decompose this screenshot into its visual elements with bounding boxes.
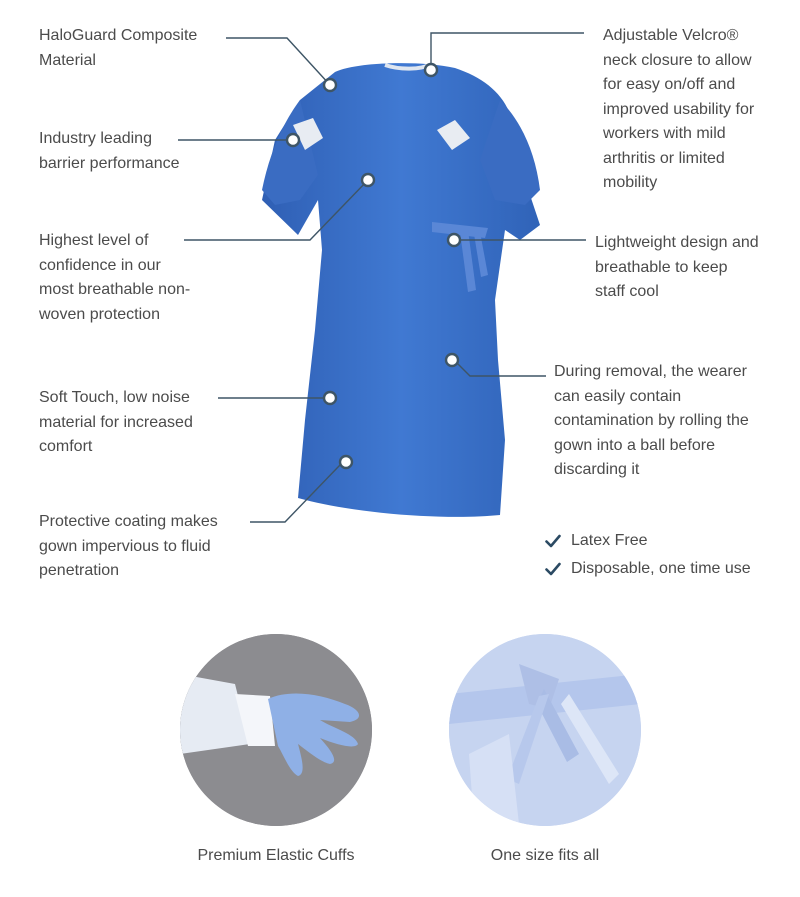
feature-removal: During removal, the wearer can easily contain contamination by rolling the gown into a ball before discarding it (554, 363, 749, 478)
callout-line-removal (454, 360, 546, 376)
left-cuff (293, 118, 323, 150)
glove-cuff-photo (180, 634, 372, 826)
callout-dot-breathable (362, 174, 374, 186)
callout-line-breathable (184, 180, 368, 240)
check-label: Disposable, one time use (571, 560, 751, 577)
callout-line-material (226, 38, 330, 85)
callout-dot-soft-touch (324, 392, 336, 404)
callout-dot-lightweight (448, 234, 460, 246)
thumbnail-caption-size: One size fits all (490, 847, 600, 864)
feature-soft-touch: Soft Touch, low noise material for increased comfort (39, 389, 193, 455)
feature-breathable: Highest level of confidence in our most breathable non- woven protection (39, 232, 191, 323)
feature-barrier: Industry leading barrier performance (39, 130, 180, 172)
feature-checklist (545, 527, 751, 583)
feature-velcro: Adjustable Velcro® neck closure to allow for easy on/off and improved usability for workers with mild arthritis or limited mobility (603, 27, 755, 191)
callout-line-coating (250, 465, 340, 522)
callout-dot-removal (446, 354, 458, 366)
right-cuff (437, 120, 470, 150)
feature-coating: Protective coating makes gown impervious to fluid penetration (39, 513, 218, 579)
check-item (545, 555, 751, 583)
callout-dot-barrier (287, 134, 299, 146)
gown-body (262, 63, 540, 517)
callout-dot-material (324, 79, 336, 91)
check-icon (545, 562, 561, 576)
check-label: Latex Free (571, 532, 648, 549)
feature-material: HaloGuard Composite Material (39, 27, 198, 69)
callout-line-velcro (431, 33, 584, 68)
callout-dot-velcro (425, 64, 437, 76)
feature-lightweight: Lightweight design and breathable to keep staff cool (595, 234, 759, 300)
check-item (545, 527, 751, 555)
gown-tie-photo (449, 634, 641, 826)
callout-dot-coating (340, 456, 352, 468)
check-icon (545, 534, 561, 548)
thumbnail-caption-cuffs: Premium Elastic Cuffs (197, 847, 355, 864)
